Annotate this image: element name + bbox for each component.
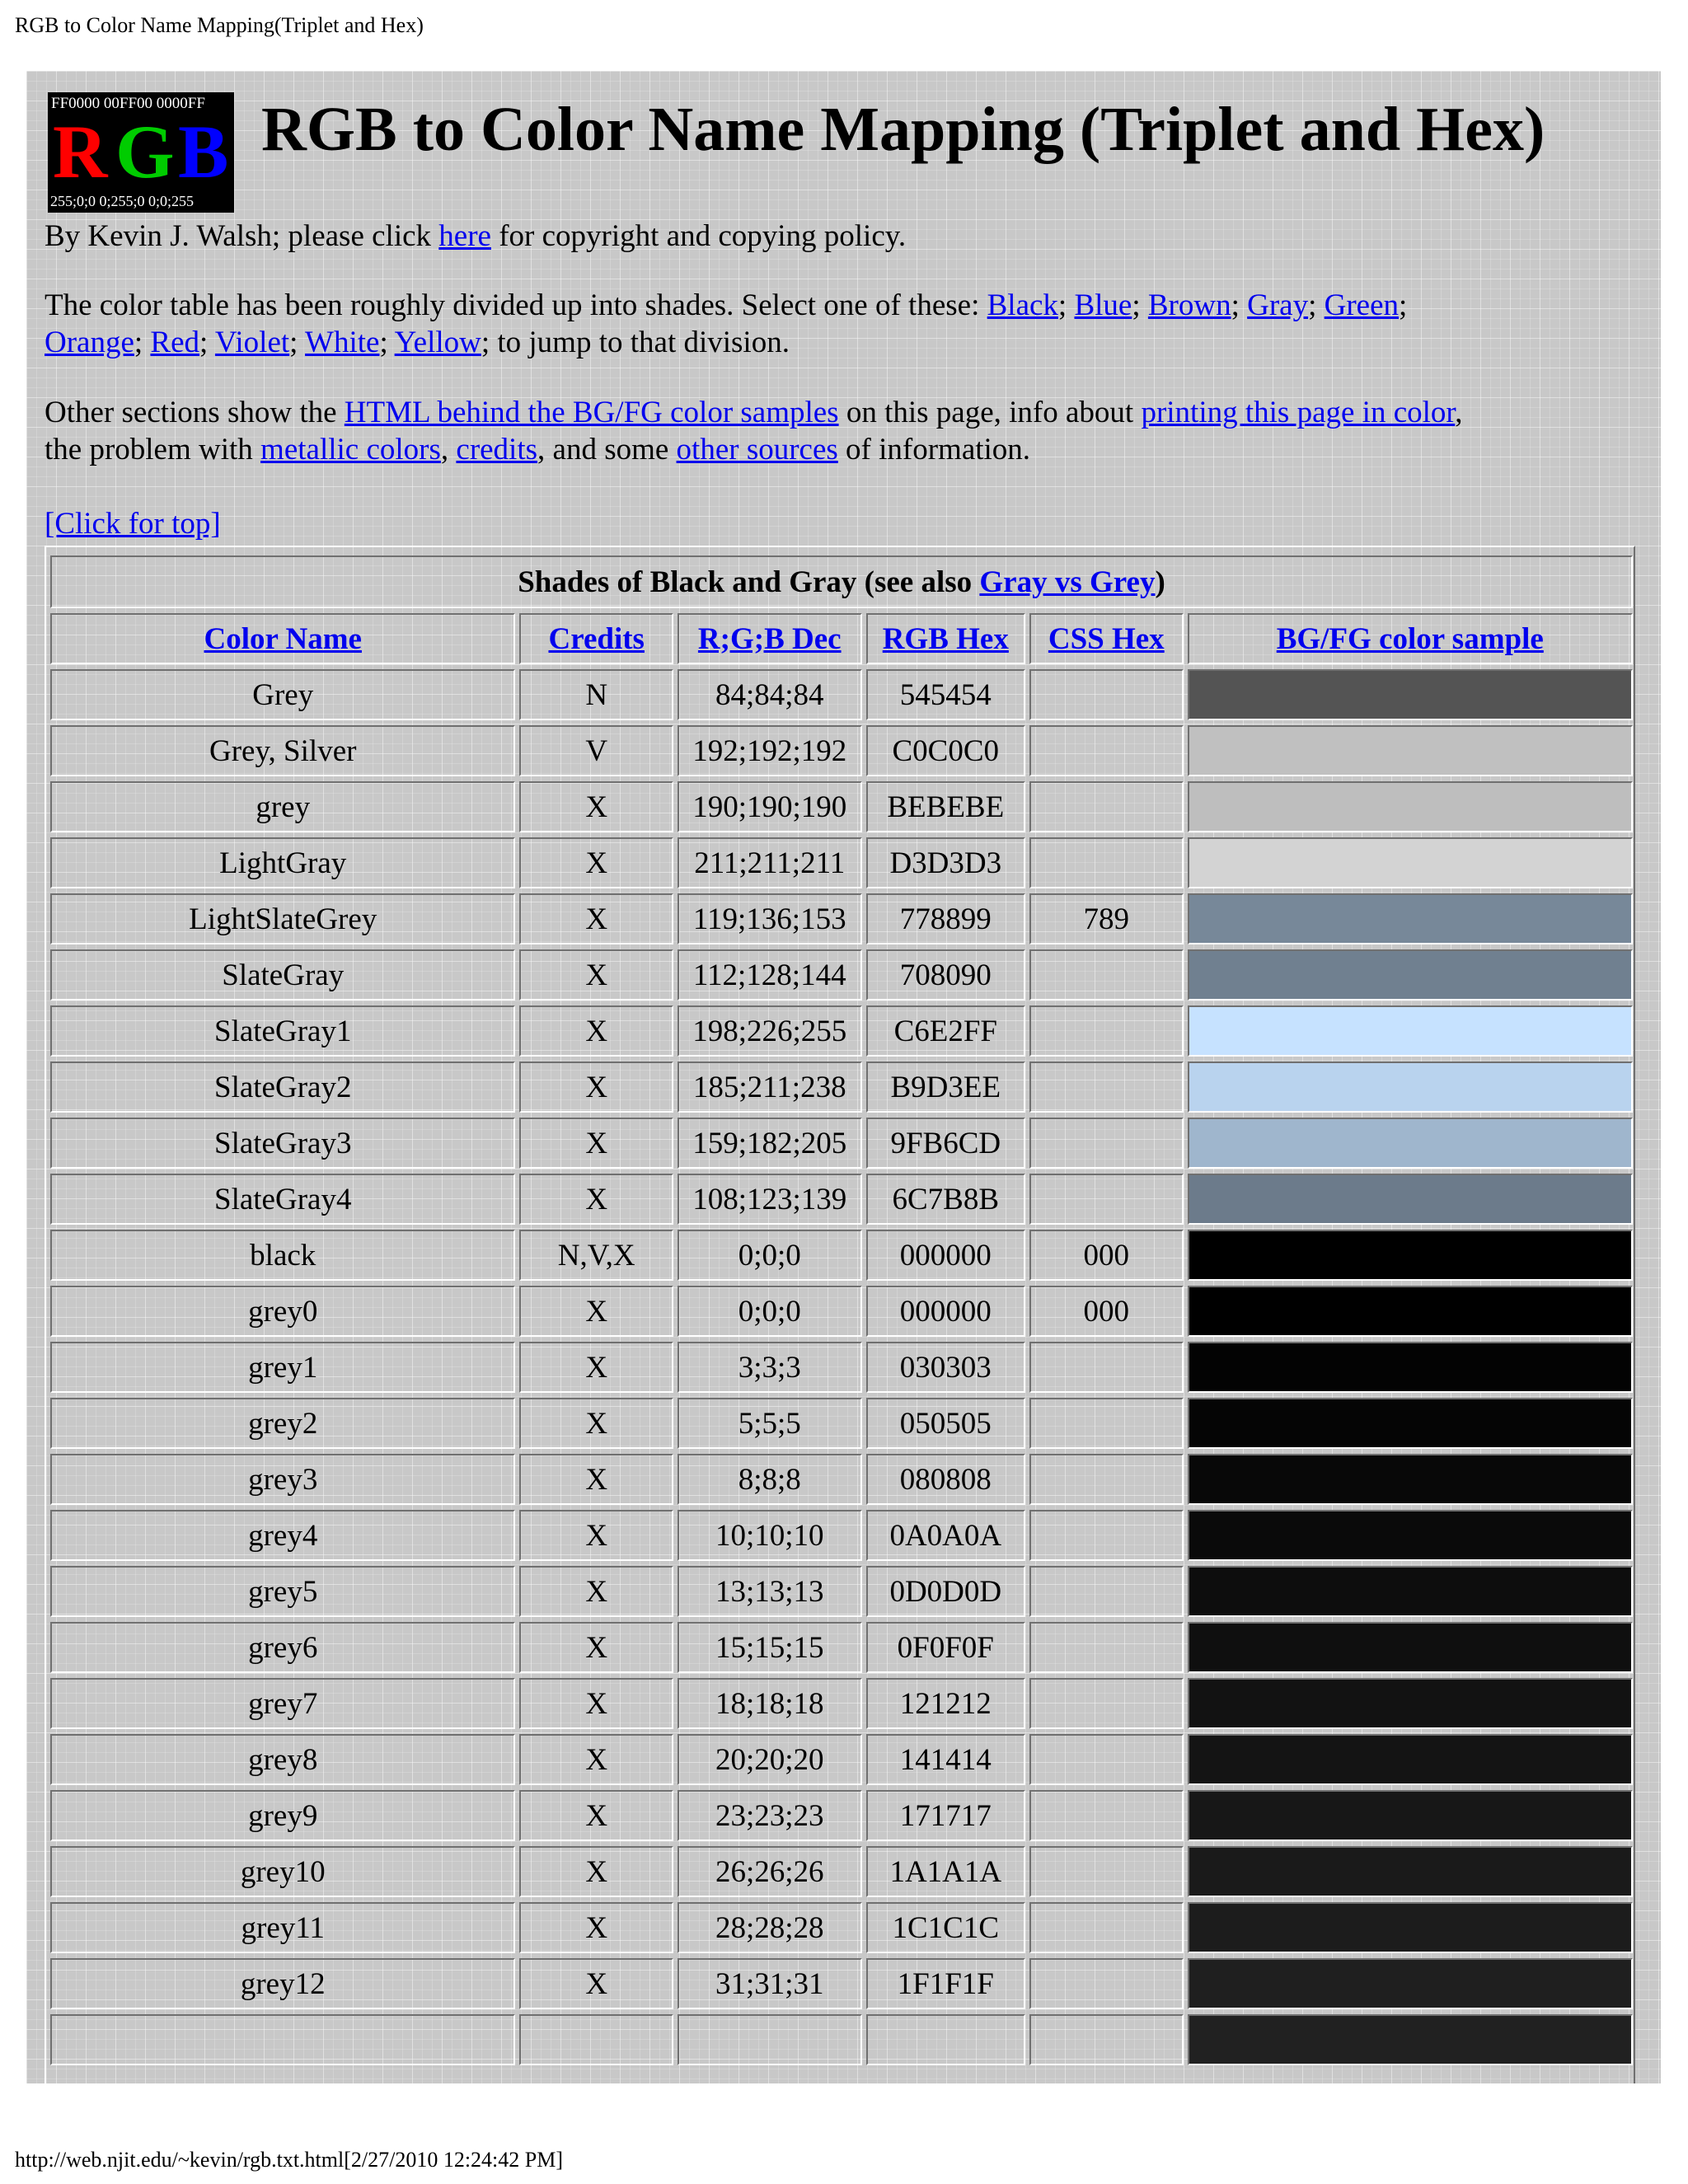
table-header-row <box>50 613 1633 664</box>
rgb-hex-cell: B9D3EE <box>866 1062 1026 1113</box>
rgb-dec-cell: 10;10;10 <box>678 1510 862 1561</box>
gray-vs-grey-link[interactable]: Gray vs Grey <box>979 565 1156 599</box>
table-row <box>50 1174 1633 1225</box>
shade-link-gray[interactable]: Gray <box>1247 288 1309 322</box>
color-name-cell: grey1 <box>50 1342 515 1393</box>
sort-color-name-link[interactable]: Color Name <box>204 621 362 656</box>
other-sources-link[interactable]: other sources <box>676 433 838 466</box>
table-row <box>50 837 1633 888</box>
rgb-hex-cell: 1A1A1A <box>866 1846 1026 1897</box>
shade-link-black[interactable]: Black <box>987 288 1058 322</box>
css-hex-cell <box>1029 1118 1183 1169</box>
credits-cell: X <box>519 1734 673 1785</box>
table-row <box>50 949 1633 1001</box>
table-caption <box>50 555 1633 608</box>
color-name-cell: Grey <box>50 669 515 720</box>
rgb-hex-cell: 545454 <box>866 669 1026 720</box>
color-name-cell: grey4 <box>50 1510 515 1561</box>
color-sample-cell <box>1188 781 1633 832</box>
credits-link[interactable]: credits <box>456 433 538 466</box>
color-swatch <box>1189 671 1631 719</box>
color-sample-cell <box>1188 1566 1633 1617</box>
table-row <box>50 725 1633 776</box>
css-hex-cell <box>1029 1454 1183 1505</box>
shade-link-orange[interactable]: Orange <box>45 326 134 359</box>
rgb-dec-cell: 28;28;28 <box>678 1902 862 1953</box>
rgb-hex-cell: C6E2FF <box>866 1005 1026 1057</box>
shade-link-violet[interactable]: Violet <box>214 326 290 359</box>
logo-hex-blue: 0000FF <box>156 95 205 112</box>
color-sample-cell <box>1188 1734 1633 1785</box>
color-name-cell: Grey, Silver <box>50 725 515 776</box>
css-hex-cell <box>1029 1510 1183 1561</box>
shades-outro: ; to jump to that division. <box>481 326 790 359</box>
color-swatch <box>1189 1624 1631 1671</box>
css-hex-cell <box>1029 781 1183 832</box>
css-hex-cell <box>1029 669 1183 720</box>
rgb-dec-cell: 198;226;255 <box>678 1005 862 1057</box>
credits-cell <box>519 2014 673 2065</box>
color-name-cell: grey2 <box>50 1398 515 1449</box>
print-footer: http://web.njit.edu/~kevin/rgb.txt.html[2/27/2010 12:24:42 PM] <box>15 2148 564 2172</box>
rgb-dec-cell: 0;0;0 <box>678 1230 862 1281</box>
shade-link-brown[interactable]: Brown <box>1147 288 1231 322</box>
sections-paragraph <box>45 394 1463 468</box>
color-swatch <box>1189 1343 1631 1391</box>
css-hex-cell <box>1029 1958 1183 2009</box>
byline-suffix: for copyright and copying policy. <box>490 219 907 253</box>
css-hex-cell <box>1029 1174 1183 1225</box>
shade-link-blue[interactable]: Blue <box>1074 288 1132 322</box>
credits-cell: X <box>519 1678 673 1729</box>
credits-cell: X <box>519 1958 673 2009</box>
css-hex-cell <box>1029 1398 1183 1449</box>
color-swatch <box>1189 1736 1631 1783</box>
color-name-cell <box>50 2014 515 2065</box>
color-name-cell: LightSlateGrey <box>50 893 515 944</box>
color-sample-cell <box>1188 837 1633 888</box>
rgb-dec-cell: 5;5;5 <box>678 1398 862 1449</box>
color-sample-cell <box>1188 1118 1633 1169</box>
credits-cell: X <box>519 949 673 1001</box>
color-name-cell: SlateGray <box>50 949 515 1001</box>
color-sample-cell <box>1188 1510 1633 1561</box>
credits-cell: X <box>519 1398 673 1449</box>
rgb-dec-cell: 20;20;20 <box>678 1734 862 1785</box>
table-row <box>50 1566 1633 1617</box>
color-name-cell: SlateGray3 <box>50 1118 515 1169</box>
credits-cell: N,V,X <box>519 1230 673 1281</box>
shades-intro: The color table has been roughly divided up into shades. Select one of these: <box>45 288 987 322</box>
sections-text-7: of information. <box>837 433 1031 466</box>
rgb-dec-cell: 84;84;84 <box>678 669 862 720</box>
css-hex-cell <box>1029 725 1183 776</box>
color-name-cell: grey11 <box>50 1902 515 1953</box>
credits-cell: X <box>519 1118 673 1169</box>
sort-css-hex-link[interactable]: CSS Hex <box>1048 621 1165 656</box>
byline-prefix: By Kevin J. Walsh; please click <box>45 219 439 253</box>
css-hex-cell <box>1029 949 1183 1001</box>
logo-dec-row <box>50 193 194 210</box>
rgb-dec-cell: 185;211;238 <box>678 1062 862 1113</box>
color-sample-cell <box>1188 669 1633 720</box>
sections-text-6: , and some <box>537 433 677 466</box>
sections-text-2: on this page, info about <box>838 396 1142 429</box>
credits-cell: X <box>519 1790 673 1841</box>
rgb-hex-cell: 000000 <box>866 1230 1026 1281</box>
table-row <box>50 1622 1633 1673</box>
rgb-hex-cell: 778899 <box>866 893 1026 944</box>
color-swatch <box>1189 895 1631 943</box>
click-for-top-link[interactable]: [Click for top] <box>45 507 221 541</box>
logo-letter-r: R <box>53 110 108 194</box>
rgb-dec-cell: 190;190;190 <box>678 781 862 832</box>
table-row <box>50 1454 1633 1505</box>
css-hex-cell <box>1029 2014 1183 2065</box>
rgb-hex-cell: C0C0C0 <box>866 725 1026 776</box>
rgb-dec-cell: 15;15;15 <box>678 1622 862 1673</box>
shade-link-white[interactable]: White <box>305 326 380 359</box>
table-row <box>50 1230 1633 1281</box>
css-hex-cell <box>1029 1342 1183 1393</box>
color-sample-cell <box>1188 1174 1633 1225</box>
color-sample-cell <box>1188 1342 1633 1393</box>
css-hex-cell <box>1029 1678 1183 1729</box>
rgb-dec-cell: 0;0;0 <box>678 1286 862 1337</box>
css-hex-cell <box>1029 1790 1183 1841</box>
table-row <box>50 1342 1633 1393</box>
color-name-cell: grey7 <box>50 1678 515 1729</box>
color-swatch <box>1189 1455 1631 1503</box>
rgb-logo <box>48 92 234 213</box>
rgb-dec-cell: 8;8;8 <box>678 1454 862 1505</box>
table-caption-row <box>50 555 1633 608</box>
shades-paragraph: The color table has been roughly divided up into shades. Select one of these: Black; Blue; Brown; Gray; Green; Orange; Red; Violet; White; Yellow; to jump to that division. <box>45 288 1408 359</box>
logo-dec-green: 0;255;0 <box>99 193 145 209</box>
color-name-cell: SlateGray1 <box>50 1005 515 1057</box>
color-sample-cell <box>1188 1622 1633 1673</box>
rgb-hex-cell: 6C7B8B <box>866 1174 1026 1225</box>
sort-rgb-dec-link[interactable]: R;G;B Dec <box>697 621 842 656</box>
color-swatch <box>1189 1287 1631 1335</box>
color-sample-cell <box>1188 1678 1633 1729</box>
credits-cell: X <box>519 1286 673 1337</box>
color-swatch <box>1189 1063 1631 1111</box>
color-sample-cell <box>1188 1005 1633 1057</box>
color-sample-cell <box>1188 1902 1633 1953</box>
rgb-dec-cell: 192;192;192 <box>678 725 862 776</box>
rgb-dec-cell: 159;182;205 <box>678 1118 862 1169</box>
sections-text-4: the problem with <box>45 433 261 466</box>
color-sample-cell <box>1188 1454 1633 1505</box>
rgb-hex-cell: 050505 <box>866 1398 1026 1449</box>
credits-cell: X <box>519 1902 673 1953</box>
color-swatch <box>1189 839 1631 887</box>
color-table <box>46 551 1637 2070</box>
credits-cell: X <box>519 837 673 888</box>
color-sample-cell <box>1188 1062 1633 1113</box>
shade-link-yellow[interactable]: Yellow <box>394 326 481 359</box>
color-sample-cell <box>1188 1286 1633 1337</box>
color-name-cell: black <box>50 1230 515 1281</box>
rgb-hex-cell: 0D0D0D <box>866 1566 1026 1617</box>
shade-link-red[interactable]: Red <box>150 326 200 359</box>
rgb-hex-cell: 121212 <box>866 1678 1026 1729</box>
css-hex-cell <box>1029 1622 1183 1673</box>
color-swatch <box>1189 1792 1631 1840</box>
credits-cell: V <box>519 725 673 776</box>
logo-dec-blue: 0;0;255 <box>148 193 195 209</box>
color-name-cell: grey3 <box>50 1454 515 1505</box>
page-title: RGB to Color Name Mapping (Triplet and Hex) <box>261 95 1545 164</box>
table-row <box>50 893 1633 944</box>
rgb-hex-cell: 9FB6CD <box>866 1118 1026 1169</box>
rgb-dec-cell: 108;123;139 <box>678 1174 862 1225</box>
color-swatch <box>1189 1231 1631 1279</box>
color-sample-cell <box>1188 2014 1633 2065</box>
credits-cell: X <box>519 1622 673 1673</box>
color-swatch <box>1189 1399 1631 1447</box>
color-swatch <box>1189 2016 1631 2064</box>
rgb-dec-cell: 211;211;211 <box>678 837 862 888</box>
rgb-hex-cell <box>866 2014 1026 2065</box>
sections-text-3: , <box>1455 396 1463 429</box>
rgb-hex-cell: D3D3D3 <box>866 837 1026 888</box>
table-row <box>50 1398 1633 1449</box>
css-hex-cell <box>1029 1566 1183 1617</box>
logo-dec-red: 255;0;0 <box>50 193 96 209</box>
table-row <box>50 1958 1633 2009</box>
table-row <box>50 1846 1633 1897</box>
color-sample-cell <box>1188 949 1633 1001</box>
page-content <box>26 71 1661 2083</box>
color-name-cell: grey5 <box>50 1566 515 1617</box>
logo-hex-red: FF0000 <box>51 95 101 112</box>
color-sample-cell <box>1188 1398 1633 1449</box>
color-swatch <box>1189 1007 1631 1055</box>
rgb-dec-cell: 13;13;13 <box>678 1566 862 1617</box>
color-name-cell: grey12 <box>50 1958 515 2009</box>
css-hex-cell <box>1029 837 1183 888</box>
header-css-hex <box>1029 613 1183 664</box>
color-swatch <box>1189 727 1631 775</box>
color-swatch <box>1189 1119 1631 1167</box>
sort-credits-link[interactable]: Credits <box>548 621 645 656</box>
table-row <box>50 1062 1633 1113</box>
table-row <box>50 1005 1633 1057</box>
color-sample-cell <box>1188 1846 1633 1897</box>
rgb-hex-cell: BEBEBE <box>866 781 1026 832</box>
rgb-hex-cell: 1C1C1C <box>866 1902 1026 1953</box>
header-rgb-dec <box>678 613 862 664</box>
color-swatch <box>1189 1568 1631 1615</box>
rgb-hex-cell: 141414 <box>866 1734 1026 1785</box>
sections-text-1: Other sections show the <box>45 396 345 429</box>
header-credits <box>519 613 673 664</box>
color-swatch <box>1189 1175 1631 1223</box>
css-hex-cell <box>1029 1846 1183 1897</box>
color-name-cell: grey8 <box>50 1734 515 1785</box>
color-name-cell: grey0 <box>50 1286 515 1337</box>
printing-in-color-link[interactable]: printing this page in color <box>1141 396 1456 429</box>
color-sample-cell <box>1188 1790 1633 1841</box>
credits-cell: X <box>519 1174 673 1225</box>
sections-text-5: , <box>440 433 457 466</box>
table-caption-end: ) <box>1155 565 1165 599</box>
rgb-hex-cell: 0F0F0F <box>866 1622 1026 1673</box>
rgb-dec-cell <box>678 2014 862 2065</box>
byline <box>45 218 906 255</box>
credits-cell: N <box>519 669 673 720</box>
rgb-hex-cell: 171717 <box>866 1790 1026 1841</box>
rgb-hex-cell: 000000 <box>866 1286 1026 1337</box>
table-row <box>50 1734 1633 1785</box>
rgb-dec-cell: 18;18;18 <box>678 1678 862 1729</box>
credits-cell: X <box>519 1566 673 1617</box>
header-color-sample <box>1188 613 1633 664</box>
credits-cell: X <box>519 781 673 832</box>
shade-link-green[interactable]: Green <box>1324 288 1400 322</box>
credits-cell: X <box>519 1510 673 1561</box>
color-sample-cell <box>1188 893 1633 944</box>
credits-cell: X <box>519 893 673 944</box>
table-row <box>50 1510 1633 1561</box>
color-swatch <box>1189 1848 1631 1896</box>
header-rgb-hex <box>866 613 1026 664</box>
color-swatch <box>1189 1960 1631 2008</box>
table-row <box>50 1286 1633 1337</box>
rgb-hex-cell: 080808 <box>866 1454 1026 1505</box>
color-swatch <box>1189 951 1631 999</box>
credits-cell: X <box>519 1342 673 1393</box>
rgb-dec-cell: 26;26;26 <box>678 1846 862 1897</box>
color-name-cell: grey6 <box>50 1622 515 1673</box>
color-swatch <box>1189 783 1631 831</box>
table-row <box>50 1118 1633 1169</box>
rgb-dec-cell: 3;3;3 <box>678 1342 862 1393</box>
css-hex-cell: 000 <box>1029 1230 1183 1281</box>
table-row <box>50 781 1633 832</box>
copyright-link[interactable]: here <box>438 219 491 253</box>
color-sample-cell <box>1188 1230 1633 1281</box>
rgb-hex-cell: 030303 <box>866 1342 1026 1393</box>
css-hex-cell <box>1029 1062 1183 1113</box>
color-sample-cell <box>1188 1958 1633 2009</box>
table-row <box>50 2014 1633 2065</box>
print-header: RGB to Color Name Mapping(Triplet and Hex) <box>15 13 424 37</box>
sort-color-sample-link[interactable]: BG/FG color sample <box>1276 621 1544 656</box>
color-swatch <box>1189 1680 1631 1727</box>
css-hex-cell <box>1029 1902 1183 1953</box>
metallic-colors-link[interactable]: metallic colors <box>260 433 441 466</box>
color-name-cell: SlateGray2 <box>50 1062 515 1113</box>
color-name-cell: grey10 <box>50 1846 515 1897</box>
logo-hex-green: 00FF00 <box>103 95 153 112</box>
rgb-dec-cell: 23;23;23 <box>678 1790 862 1841</box>
css-hex-cell <box>1029 1005 1183 1057</box>
credits-cell: X <box>519 1062 673 1113</box>
table-row <box>50 1678 1633 1729</box>
table-row <box>50 669 1633 720</box>
table-row <box>50 1790 1633 1841</box>
logo-letter-b: B <box>178 110 229 194</box>
color-swatch <box>1189 1511 1631 1559</box>
rgb-hex-cell: 708090 <box>866 949 1026 1001</box>
rgb-dec-cell: 112;128;144 <box>678 949 862 1001</box>
html-behind-samples-link[interactable]: HTML behind the BG/FG color samples <box>344 396 839 429</box>
rgb-dec-cell: 119;136;153 <box>678 893 862 944</box>
css-hex-cell: 789 <box>1029 893 1183 944</box>
rgb-hex-cell: 1F1F1F <box>866 1958 1026 2009</box>
logo-letter-g: G <box>115 110 175 194</box>
color-rows <box>50 669 1633 2065</box>
table-row <box>50 1902 1633 1953</box>
color-sample-cell <box>1188 725 1633 776</box>
color-name-cell: grey9 <box>50 1790 515 1841</box>
rgb-dec-cell: 31;31;31 <box>678 1958 862 2009</box>
color-name-cell: grey <box>50 781 515 832</box>
credits-cell: X <box>519 1005 673 1057</box>
color-table-frame <box>45 546 1635 2083</box>
credits-cell: X <box>519 1846 673 1897</box>
css-hex-cell <box>1029 1734 1183 1785</box>
color-name-cell: LightGray <box>50 837 515 888</box>
header-color-name <box>50 613 515 664</box>
color-name-cell: SlateGray4 <box>50 1174 515 1225</box>
credits-cell: X <box>519 1454 673 1505</box>
sort-rgb-hex-link[interactable]: RGB Hex <box>882 621 1009 656</box>
table-caption-text: Shades of Black and Gray (see also <box>518 565 980 599</box>
color-swatch <box>1189 1904 1631 1952</box>
rgb-hex-cell: 0A0A0A <box>866 1510 1026 1561</box>
css-hex-cell: 000 <box>1029 1286 1183 1337</box>
